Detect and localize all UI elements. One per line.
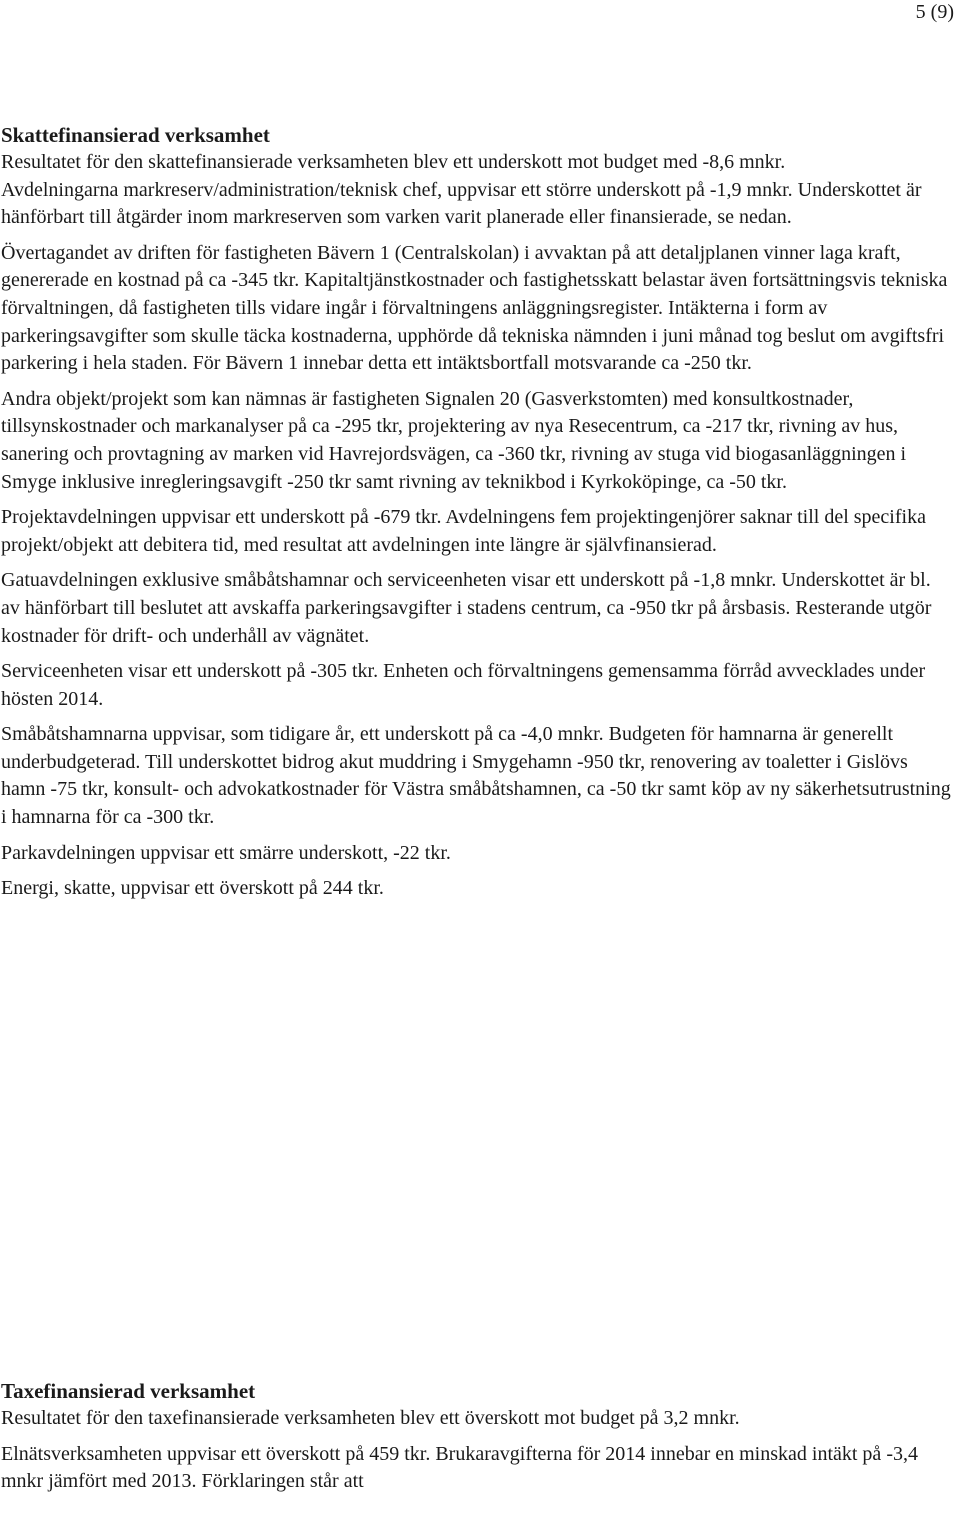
section-heading: Taxefinansierad verksamhet xyxy=(1,1379,256,1403)
paragraph: Övertagandet av driften för fastigheten Bävern 1 (Centralskolan) i avvaktan på att detaljplanen vinner laga kraft, genererade en kostnad på ca -345 tkr. Kapitaltjänstkostnader och fastighetsskatt belastar även fortsättningsvis tekniska förvaltningen, då fastigheten tills vidare ingår i förvaltningens anläggningsregister. Intäkterna i form av parkeringsavgifter som skulle täcka kostnaderna, upphörde då tekniska nämnden i juni månad tog beslut om avgiftsfri parkering i hela staden. För Bävern 1 innebar detta ett intäktsbortfall motsvarande ca -250 tkr. xyxy=(1,241,948,375)
paragraph: Serviceenheten visar ett underskott på -305 tkr. Enheten och förvaltningens gemensamma förråd avvecklades under hösten 2014. xyxy=(1,660,926,710)
paragraph: Projektavdelningen uppvisar ett underskott på -679 tkr. Avdelningens fem projektingenjörer saknar till del specifika projekt/objekt att debitera tid, med resultat att avdelningen inte längre är självfinansierad. xyxy=(1,506,926,556)
section-heading: Skattefinansierad verksamhet xyxy=(1,123,270,147)
paragraph: Andra objekt/projekt som kan nämnas är fastigheten Signalen 20 (Gasverkstomten) med konsultkostnader, tillsynskostnader och markanalyser på ca -295 tkr, projektering av nya Resecentrum, ca -217 tkr, rivning av hus, sanering och provtagning av marken vid Havrejordsvägen, ca -360 tkr, rivning av stuga vid biogasanläggningen i Smyge inklusive inregleringsavgift -250 tkr samt rivning av teknikbod i Kyrkoköpinge, ca -50 tkr. xyxy=(1,387,907,493)
paragraph: Elnätsverksamheten uppvisar ett överskott på 459 tkr. Brukaravgifterna för 2014 innebar en minskad intäkt på -3,4 mnkr jämfört med 2013. Förklaringen står att xyxy=(1,1442,918,1493)
section-skattefinansierad xyxy=(1,121,951,903)
paragraph: Gatuavdelningen exklusive småbåtshamnar och serviceenheten visar ett underskott på -1,8 mnkr. Underskottet är bl. av hänförbart till beslutet att avskaffa parkeringsavgifter i stadens centrum, ca -950 tkr på årsbasis. Resterande utgör kostnader för drift- och underhåll av vägnätet. xyxy=(1,569,932,647)
paragraph: Småbåtshamnarna uppvisar, som tidigare år, ett underskott på ca -4,0 mnkr. Budgeten för hamnarna är generellt underbudgeterad. Till underskottet bidrog akut muddring i Smygehamn -950 tkr, renovering av toaletter i Gislövs hamn -75 tkr, konsult- och advokatkostnader för Västra småbåtshamnen, ca -50 tkr samt köp av ny säkerhetsutrustning i hamnarna för ca -300 tkr. xyxy=(1,723,951,829)
page-number: 5 (9) xyxy=(915,1,954,23)
paragraph: Energi, skatte, uppvisar ett överskott på 244 tkr. xyxy=(1,877,384,900)
paragraph: Parkavdelningen uppvisar ett smärre underskott, -22 tkr. xyxy=(1,841,451,864)
section-taxefinansierad xyxy=(1,1377,951,1496)
paragraph: Resultatet för den taxefinansierade verksamheten blev ett överskott mot budget på 3,2 mnkr. xyxy=(1,1407,740,1429)
paragraph: Resultatet för den skattefinansierade verksamheten blev ett underskott mot budget med -8,6 mnkr. xyxy=(1,151,786,173)
paragraph: Avdelningarna markreserv/administration/teknisk chef, uppvisar ett större underskott på -1,9 mnkr. Underskottet är hänförbart till åtgärder inom markreserven som varken varit planerade eller finansierade, se nedan. xyxy=(1,178,922,229)
